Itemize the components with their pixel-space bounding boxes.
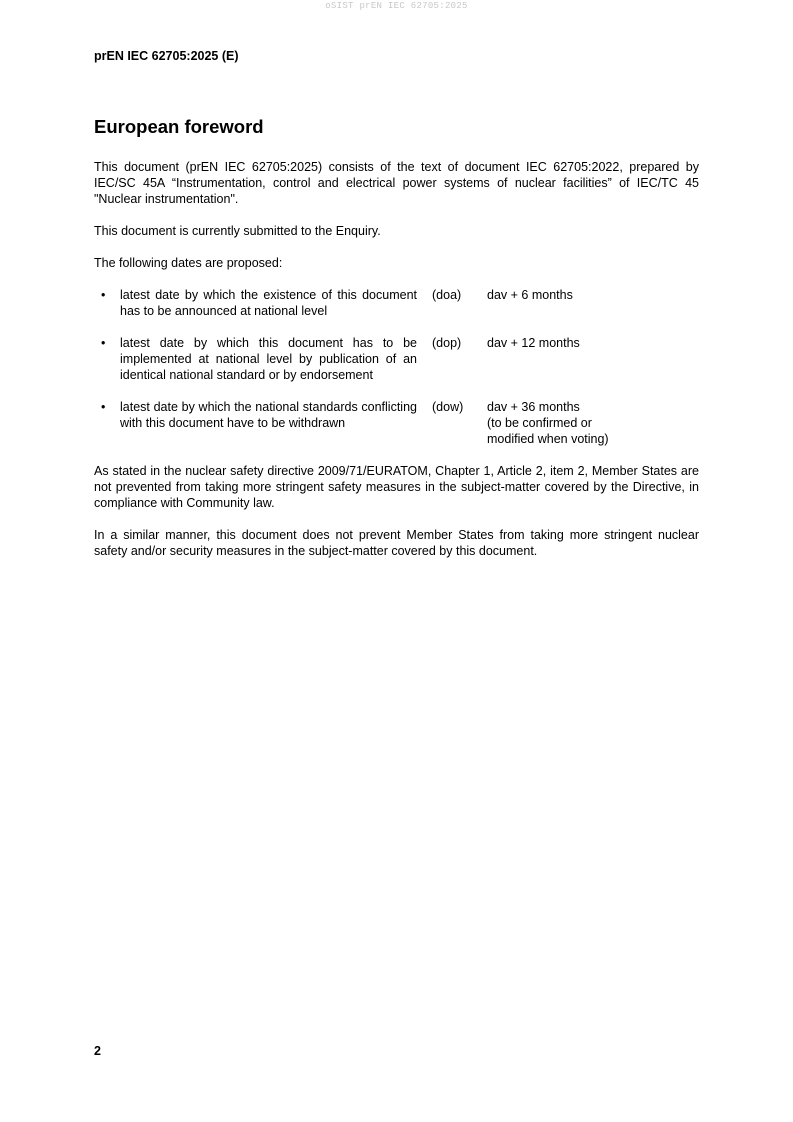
date-abbreviation: (doa) <box>432 288 462 302</box>
date-row-dop <box>94 335 699 383</box>
similar-manner-paragraph: In a similar manner, this document does not prevent Member States from taking more stringent nuclear safety and/or security measures in the subject-matter covered by this document. <box>94 528 699 558</box>
date-abbreviation: (dop) <box>432 336 462 350</box>
bullet-icon: • <box>101 400 106 414</box>
date-value-line: modified when voting) <box>487 432 609 446</box>
date-value-line: dav + 12 months <box>487 336 580 350</box>
watermark: oSIST prEN IEC 62705:2025 <box>325 1 468 11</box>
date-abbreviation: (dow) <box>432 400 464 414</box>
date-value <box>487 399 699 447</box>
bullet-icon: • <box>101 288 106 302</box>
date-row-dow <box>94 399 699 447</box>
date-description: latest date by which the existence of this document has to be announced at national level <box>120 288 417 318</box>
document-identifier: prEN IEC 62705:2025 (E) <box>94 49 239 63</box>
dates-intro-paragraph: The following dates are proposed: <box>94 256 283 270</box>
intro-paragraph: This document (prEN IEC 62705:2025) consists of the text of document IEC 62705:2022, prepared by IEC/SC 45A “Instrumentation, control and electrical power systems of nuclear facilities” of IEC/TC 45 "Nuclear instrumentation". <box>94 160 699 206</box>
dates-list <box>94 287 699 447</box>
date-value-line: dav + 6 months <box>487 288 573 302</box>
page-number: 2 <box>94 1044 101 1058</box>
date-description: latest date by which this document has to be implemented at national level by publication of an identical national standard or by endorsement <box>120 336 417 382</box>
foreword-section <box>94 115 699 575</box>
section-title: European foreword <box>94 116 264 137</box>
date-value <box>487 335 699 383</box>
bullet-icon: • <box>101 336 106 350</box>
date-value-line: (to be confirmed or <box>487 416 592 430</box>
enquiry-paragraph: This document is currently submitted to the Enquiry. <box>94 224 381 238</box>
date-value <box>487 287 699 319</box>
date-value-line: dav + 36 months <box>487 400 580 414</box>
directive-paragraph: As stated in the nuclear safety directive 2009/71/EURATOM, Chapter 1, Article 2, item 2, Member States are not prevented from taking more stringent safety measures in the subject-matter covered by the Directive, in compliance with Community law. <box>94 464 699 510</box>
date-row-doa <box>94 287 699 319</box>
date-description: latest date by which the national standards conflicting with this document have to be withdrawn <box>120 400 417 430</box>
